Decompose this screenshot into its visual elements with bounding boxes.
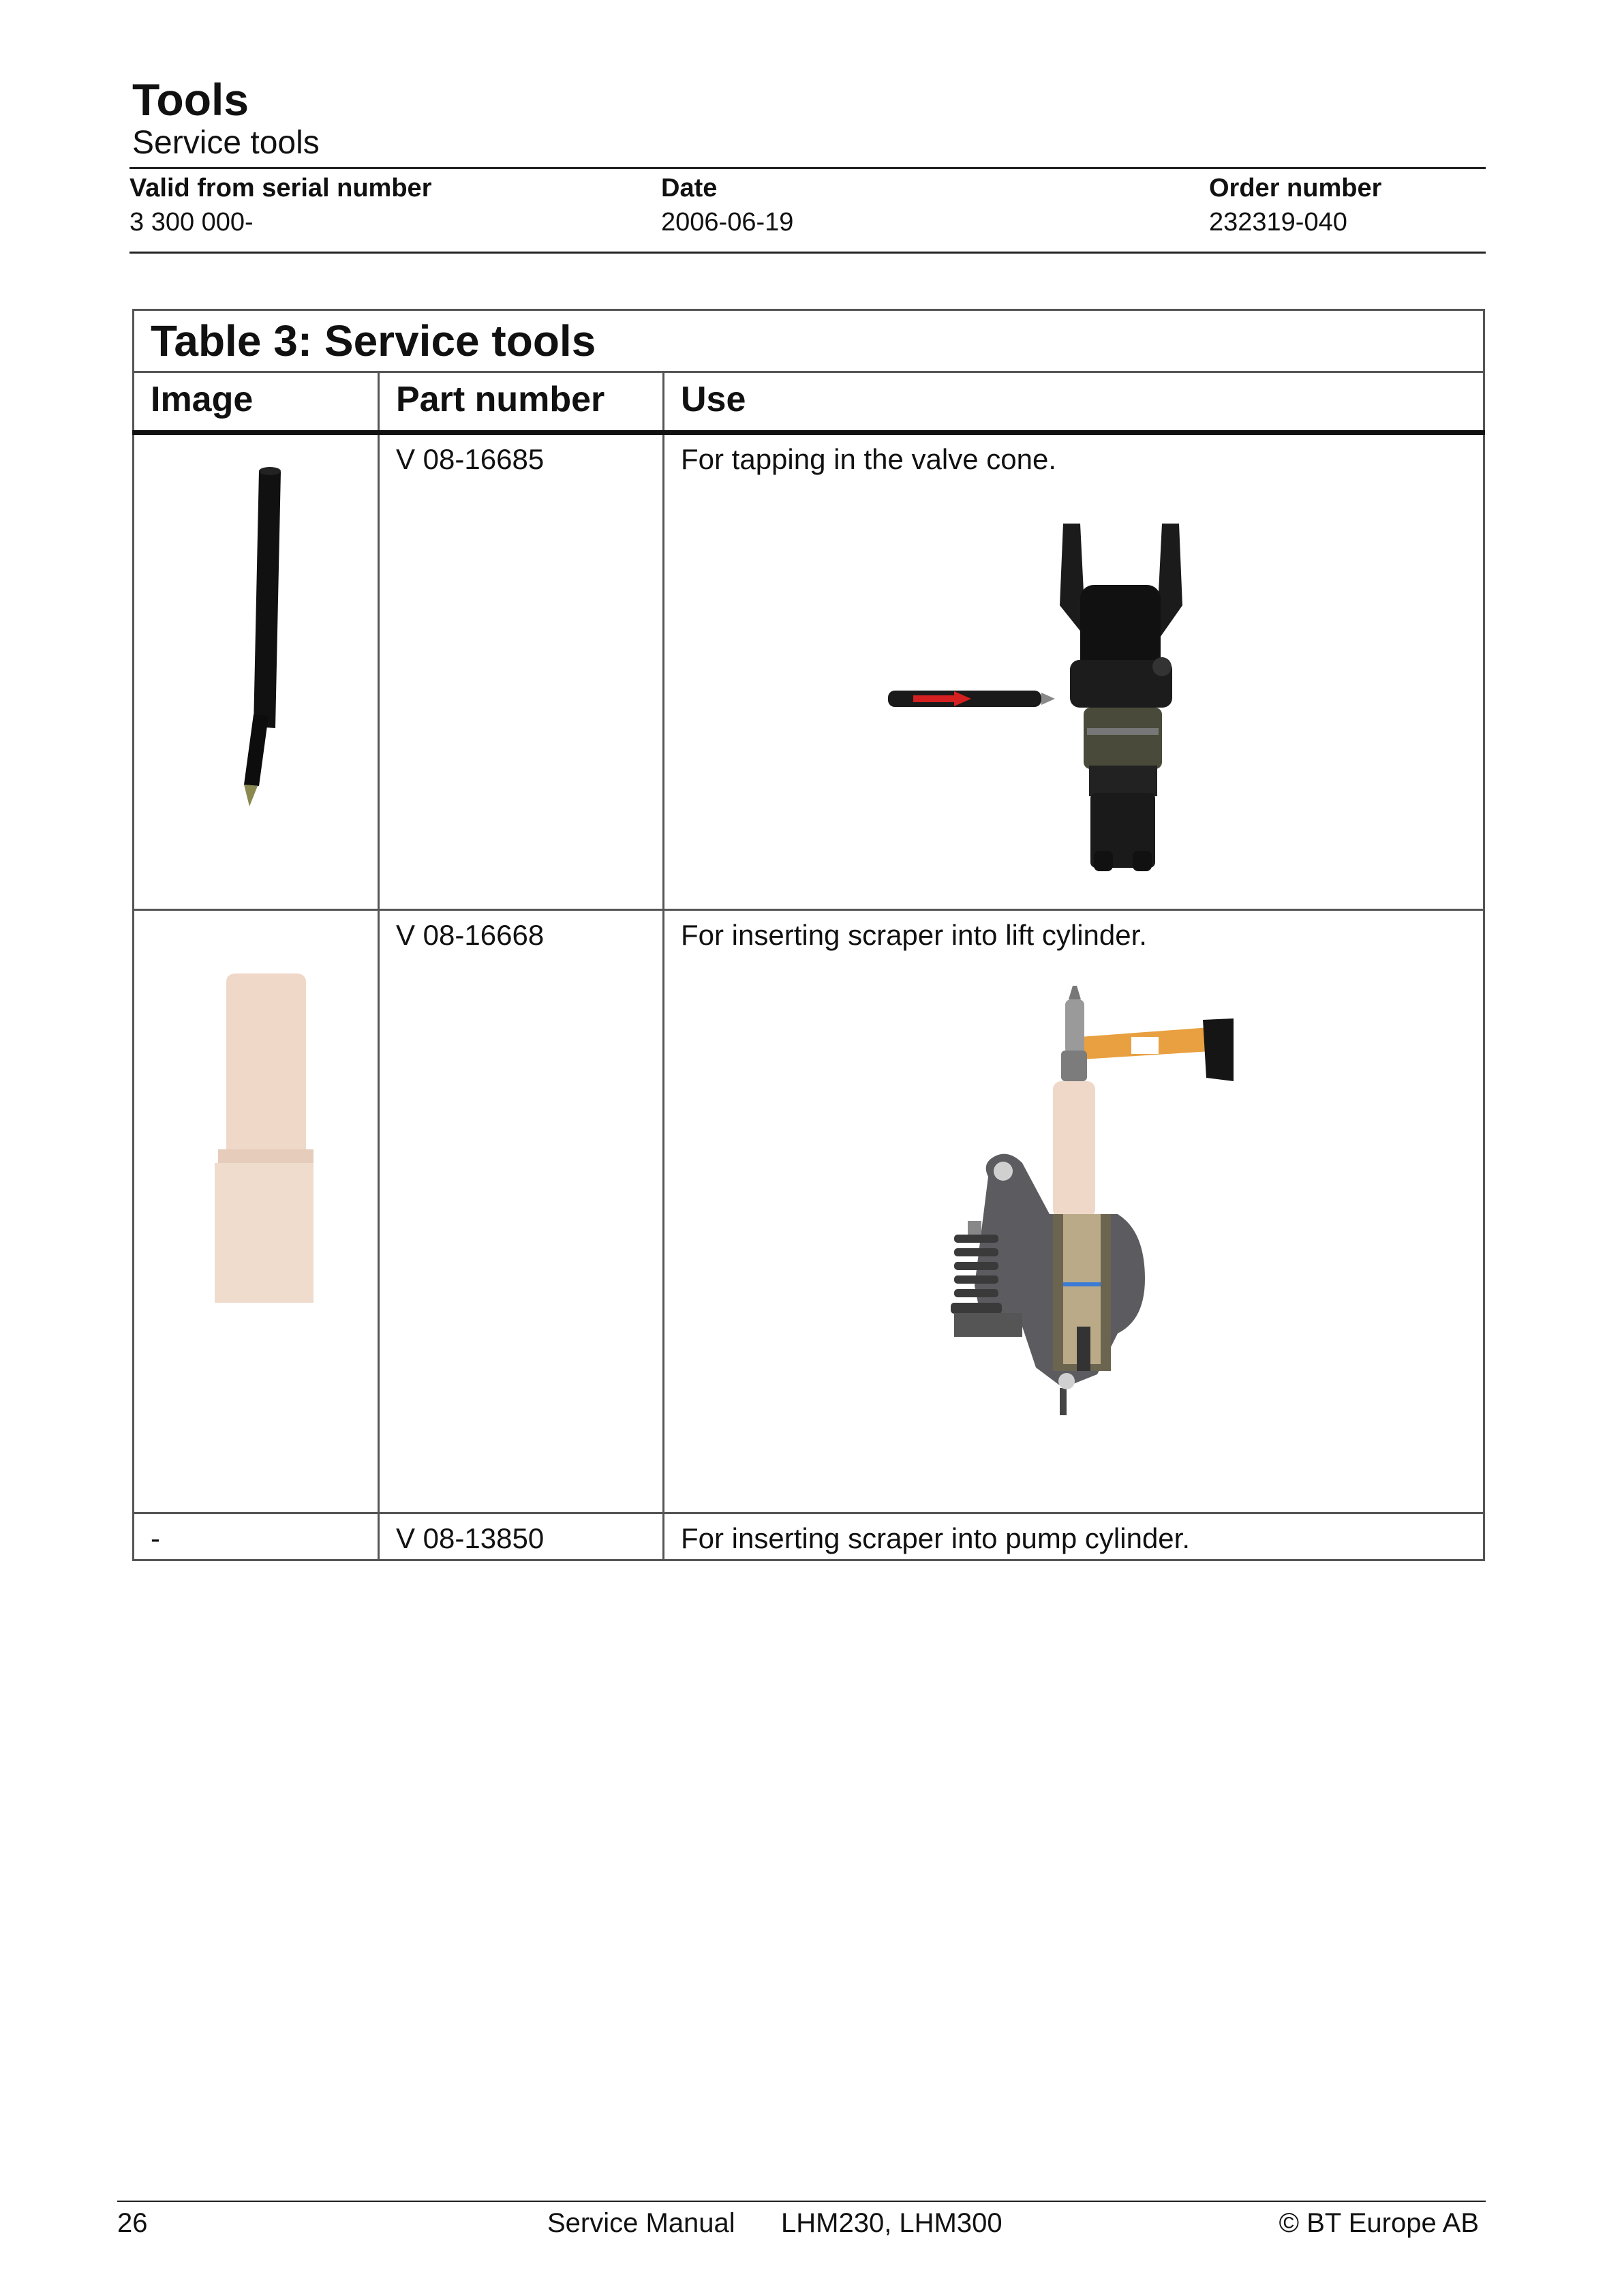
part-number-cell [379, 433, 664, 910]
serial-label: Valid from serial number [129, 174, 432, 202]
serial-value: 3 300 000- [129, 208, 254, 237]
order-label: Order number [1209, 174, 1382, 202]
scraper-sleeve-image [134, 911, 376, 1508]
table-row [134, 433, 1484, 910]
use-cell [664, 1513, 1484, 1560]
use-description: For tapping in the valve cone. [681, 443, 1057, 475]
footer-rule [117, 2201, 1486, 2202]
part-number-cell [379, 1513, 664, 1560]
image-placeholder: - [151, 1522, 160, 1554]
footer-model: LHM230, LHM300 [781, 2208, 1003, 2238]
use-cell [664, 910, 1484, 1513]
column-header-image: Image [134, 372, 379, 433]
page-subtitle: Service tools [132, 125, 320, 161]
part-number-cell [379, 910, 664, 1513]
use-cell [664, 433, 1484, 910]
header-rule-top [129, 167, 1486, 169]
column-header-part-number: Part number [379, 372, 664, 433]
date-value: 2006-06-19 [661, 208, 794, 237]
column-header-use: Use [664, 372, 1484, 433]
valve-cone-illustration [664, 435, 1481, 905]
part-number: V 08-16685 [396, 443, 545, 475]
footer-manual: Service Manual [547, 2208, 735, 2238]
order-value: 232319-040 [1209, 208, 1347, 237]
page-title: Tools [132, 74, 249, 125]
image-cell [134, 1513, 379, 1560]
page-number: 26 [117, 2208, 148, 2238]
table-row [134, 910, 1484, 1513]
table-caption-cell [134, 310, 1484, 372]
lift-cylinder-illustration [664, 911, 1481, 1508]
part-number: V 08-13850 [396, 1522, 545, 1554]
image-cell [134, 910, 379, 1513]
table-caption: Table 3: Service tools [151, 316, 596, 365]
footer-copyright: © BT Europe AB [1279, 2208, 1479, 2238]
table-row [134, 1513, 1484, 1560]
header-rule-bottom [129, 252, 1486, 254]
part-number: V 08-16668 [396, 919, 545, 951]
date-label: Date [661, 174, 718, 202]
punch-tool-image [134, 435, 376, 905]
service-tools-table [132, 309, 1485, 1561]
use-description: For inserting scraper into pump cylinder. [681, 1522, 1190, 1554]
use-description: For inserting scraper into lift cylinder. [681, 919, 1147, 951]
image-cell [134, 433, 379, 910]
